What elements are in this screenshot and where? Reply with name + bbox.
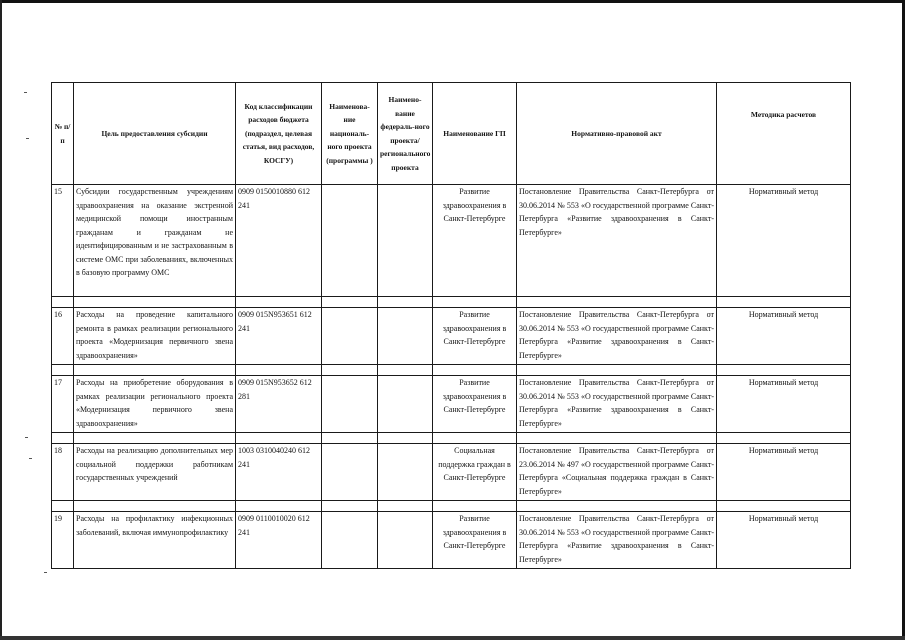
row-gap bbox=[52, 365, 851, 376]
table-row bbox=[52, 185, 851, 297]
row-act: Постановление Правительства Санкт-Петербурга от 30.06.2014 № 553 «О государственной программе Санкт-Петербурга «Развитие здравоохранения в Санкт-Петербурге» bbox=[517, 308, 717, 365]
row-num: 18 bbox=[52, 444, 74, 501]
row-gap bbox=[52, 297, 851, 308]
row-act: Постановление Правительства Санкт-Петербурга от 30.06.2014 № 553 «О государственной программе Санкт-Петербурга «Развитие здравоохранения в Санкт-Петербурге» bbox=[517, 376, 717, 433]
row-act: Постановление Правительства Санкт-Петербурга от 30.06.2014 № 553 «О государственной программе Санкт-Петербурга «Развитие здравоохранения в Санкт-Петербурге» bbox=[517, 512, 717, 569]
row-federal-project bbox=[378, 185, 433, 297]
row-code: 0909 015N953651 612 241 bbox=[236, 308, 322, 365]
row-national-project bbox=[322, 376, 378, 433]
scan-speck bbox=[29, 458, 32, 459]
scan-speck bbox=[26, 138, 29, 139]
table-row bbox=[52, 444, 851, 501]
scan-edge-left bbox=[0, 0, 2, 640]
scan-speck bbox=[24, 92, 27, 93]
header-act: Нормативно-правовой акт bbox=[517, 83, 717, 185]
scan-speck bbox=[44, 572, 47, 573]
row-code: 0909 015N953652 612 281 bbox=[236, 376, 322, 433]
header-goal: Цель предоставления субсидии bbox=[74, 83, 236, 185]
table-row bbox=[52, 376, 851, 433]
row-gap bbox=[52, 433, 851, 444]
row-national-project bbox=[322, 444, 378, 501]
row-gp: Развитие здравоохранения в Санкт-Петербурге bbox=[433, 376, 517, 433]
header-code: Код классификации расходов бюджета (подраздел, целевая статья, вид расходов, КОСГУ) bbox=[236, 83, 322, 185]
row-goal: Субсидии государственным учреждениям здравоохранения на оказание экстренной медицинской помощи иностранным гражданам и гражданам не идентифицированным и не застрахованным в системе ОМС при заболеваниях, включенных в базовую программу ОМС bbox=[74, 185, 236, 297]
row-national-project bbox=[322, 308, 378, 365]
table-row bbox=[52, 512, 851, 569]
row-gp: Развитие здравоохранения в Санкт-Петербурге bbox=[433, 512, 517, 569]
row-goal: Расходы на профилактику инфекционных заболеваний, включая иммунопрофилактику bbox=[74, 512, 236, 569]
row-act: Постановление Правительства Санкт-Петербурга от 30.06.2014 № 553 «О государственной программе Санкт-Петербурга «Развитие здравоохранения в Санкт-Петербурге» bbox=[517, 185, 717, 297]
row-code: 1003 0310040240 612 241 bbox=[236, 444, 322, 501]
row-goal: Расходы на реализацию дополнительных мер социальной поддержки работникам государственных учреждений bbox=[74, 444, 236, 501]
header-gp: Наименование ГП bbox=[433, 83, 517, 185]
scan-speck bbox=[25, 437, 28, 438]
row-gp: Развитие здравоохранения в Санкт-Петербурге bbox=[433, 185, 517, 297]
header-national-project: Наименова-ние националь-ного проекта (программы ) bbox=[322, 83, 378, 185]
row-num: 17 bbox=[52, 376, 74, 433]
row-gp: Социальная поддержка граждан в Санкт-Петербурге bbox=[433, 444, 517, 501]
row-national-project bbox=[322, 185, 378, 297]
header-row bbox=[52, 83, 851, 185]
row-num: 19 bbox=[52, 512, 74, 569]
scan-edge-bottom bbox=[0, 636, 905, 640]
header-method: Методика расчетов bbox=[717, 83, 851, 185]
row-federal-project bbox=[378, 308, 433, 365]
table-row bbox=[52, 308, 851, 365]
row-num: 16 bbox=[52, 308, 74, 365]
row-method: Нормативный метод bbox=[717, 185, 851, 297]
header-federal-project: Наимено-вание федераль-ного проекта/ регионального проекта bbox=[378, 83, 433, 185]
header-num: № п/ п bbox=[52, 83, 74, 185]
subsidy-table bbox=[51, 82, 851, 569]
row-code: 0909 0110010020 612 241 bbox=[236, 512, 322, 569]
scan-edge-top bbox=[0, 0, 905, 3]
row-act: Постановление Правительства Санкт-Петербурга от 23.06.2014 № 497 «О государственной программе Санкт-Петербурга «Социальная поддержка граждан в Санкт-Петербурге» bbox=[517, 444, 717, 501]
row-method: Нормативный метод bbox=[717, 512, 851, 569]
row-gap bbox=[52, 501, 851, 512]
row-federal-project bbox=[378, 512, 433, 569]
row-goal: Расходы на приобретение оборудования в рамках реализации регионального проекта «Модернизация первичного звена здравоохранения» bbox=[74, 376, 236, 433]
row-goal: Расходы на проведение капитального ремонта в рамках реализации регионального проекта «Модернизация первичного звена здравоохранения» bbox=[74, 308, 236, 365]
row-num: 15 bbox=[52, 185, 74, 297]
row-code: 0909 0150010880 612 241 bbox=[236, 185, 322, 297]
row-national-project bbox=[322, 512, 378, 569]
row-method: Нормативный метод bbox=[717, 376, 851, 433]
row-method: Нормативный метод bbox=[717, 444, 851, 501]
row-gp: Развитие здравоохранения в Санкт-Петербурге bbox=[433, 308, 517, 365]
row-federal-project bbox=[378, 376, 433, 433]
row-federal-project bbox=[378, 444, 433, 501]
row-method: Нормативный метод bbox=[717, 308, 851, 365]
